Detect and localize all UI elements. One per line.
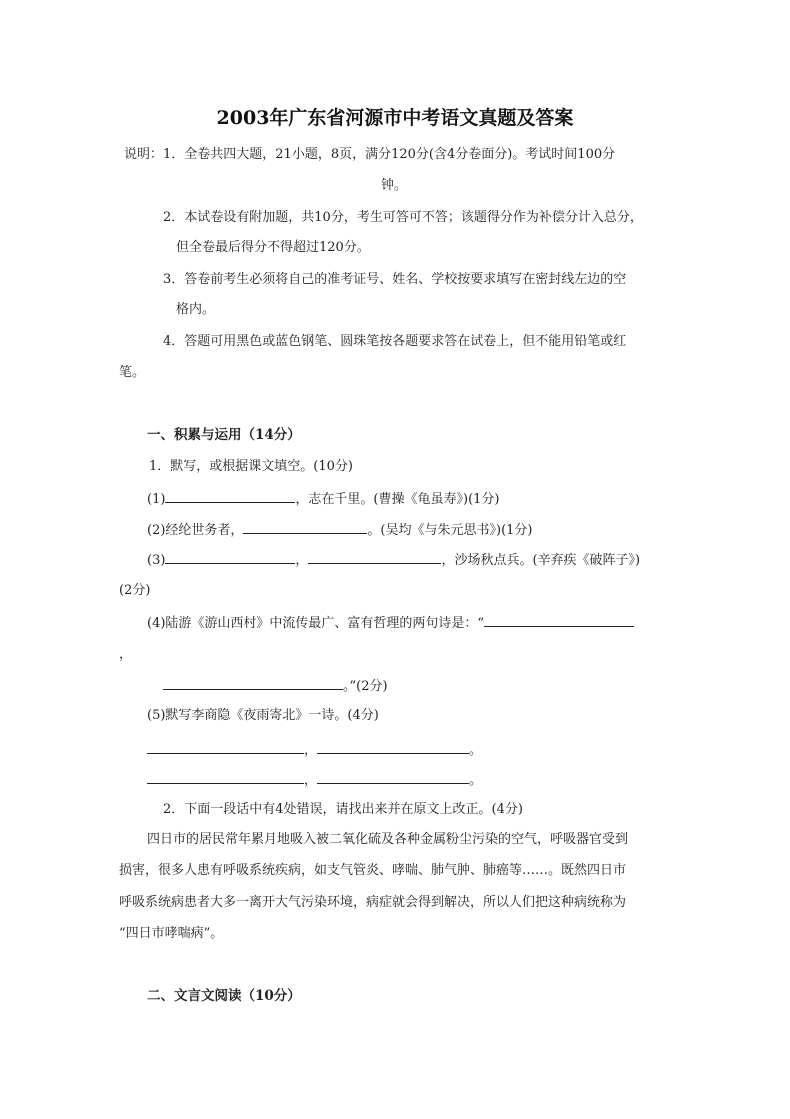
answer-blank[interactable] (165, 490, 295, 503)
note-3-line-2: 格内。 (176, 302, 216, 317)
note-1-line-1: 说明：1．全卷共四大题，21小题，8页，满分120分(含4分卷面分)。考试时间100分 (124, 147, 616, 162)
fill-in-item-1: (1) ，志在千里。(曹操《龟虽寿》)(1分) (147, 492, 500, 507)
page-title: 2003年广东省河源市中考语文真题及答案 (216, 107, 574, 129)
answer-blank[interactable] (147, 771, 304, 784)
paragraph-line-3: 呼吸系统病患者大多一离开大气污染环境，病症就会得到解决，所以人们把这种病统称为 (119, 895, 627, 910)
paragraph-line-4: “四日市哮喘病”。 (119, 926, 224, 941)
fill-in-item-3: (3) ， ，沙场秋点兵。(辛弃疾《破阵子》) (147, 553, 641, 568)
fill-in-item-5: (5)默写李商隐《夜雨寄北》一诗。(4分) (147, 708, 379, 723)
paragraph-line-1: 四日市的居民常年累月地吸入被二氧化硫及各种金属粉尘污染的空气，呼吸器官受到 (147, 832, 629, 847)
fill-in-item-2: (2)经纶世务者， 。(吴均《与朱元思书》)(1分) (147, 523, 533, 538)
fill-in-item-4-comma: ， (119, 647, 133, 662)
note-1-line-2: 钟。 (381, 178, 408, 193)
question-2-prompt: 2．下面一段话中有4处错误，请找出来并在原文上改正。(4分) (163, 802, 523, 817)
answer-blank[interactable] (484, 614, 634, 627)
section-1-heading: 一、积累与运用（14分） (147, 427, 301, 443)
question-1-prompt: 1．默写，或根据课文填空。(10分) (149, 459, 353, 474)
answer-blank[interactable] (165, 551, 295, 564)
answer-blank[interactable] (243, 521, 367, 534)
answer-blank[interactable] (308, 551, 441, 564)
note-2-line-1: 2．本试卷设有附加题，共10分，考生可答可不答；该题得分作为补偿分计入总分， (163, 210, 643, 225)
answer-blank[interactable] (317, 771, 469, 784)
poem-line-1: ， 。 (147, 741, 482, 759)
note-4-line-2: 笔。 (119, 365, 146, 380)
note-2-line-2: 但全卷最后得分不得超过120分。 (176, 240, 370, 255)
answer-blank[interactable] (163, 677, 343, 690)
note-4-line-1: 4．答题可用黑色或蓝色钢笔、圆珠笔按各题要求答在试卷上，但不能用铅笔或红 (163, 334, 627, 349)
answer-blank[interactable] (147, 741, 304, 754)
answer-blank[interactable] (317, 741, 469, 754)
fill-in-item-3-score: (2分) (119, 583, 151, 598)
poem-line-2: ， 。 (147, 771, 482, 789)
paragraph-line-2: 损害，很多人患有呼吸系统疾病，如支气管炎、哮喘、肺气肿、肺癌等……。既然四日市 (119, 863, 627, 878)
section-2-heading: 二、文言文阅读（10分） (147, 988, 301, 1004)
note-3-line-1: 3．答卷前考生必须将自己的准考证号、姓名、学校按要求填写在密封线左边的空 (163, 272, 627, 287)
fill-in-item-4-end: 。”(2分) (163, 677, 388, 695)
fill-in-item-4: (4)陆游《游山西村》中流传最广、富有哲理的两句诗是：“ (147, 614, 634, 632)
